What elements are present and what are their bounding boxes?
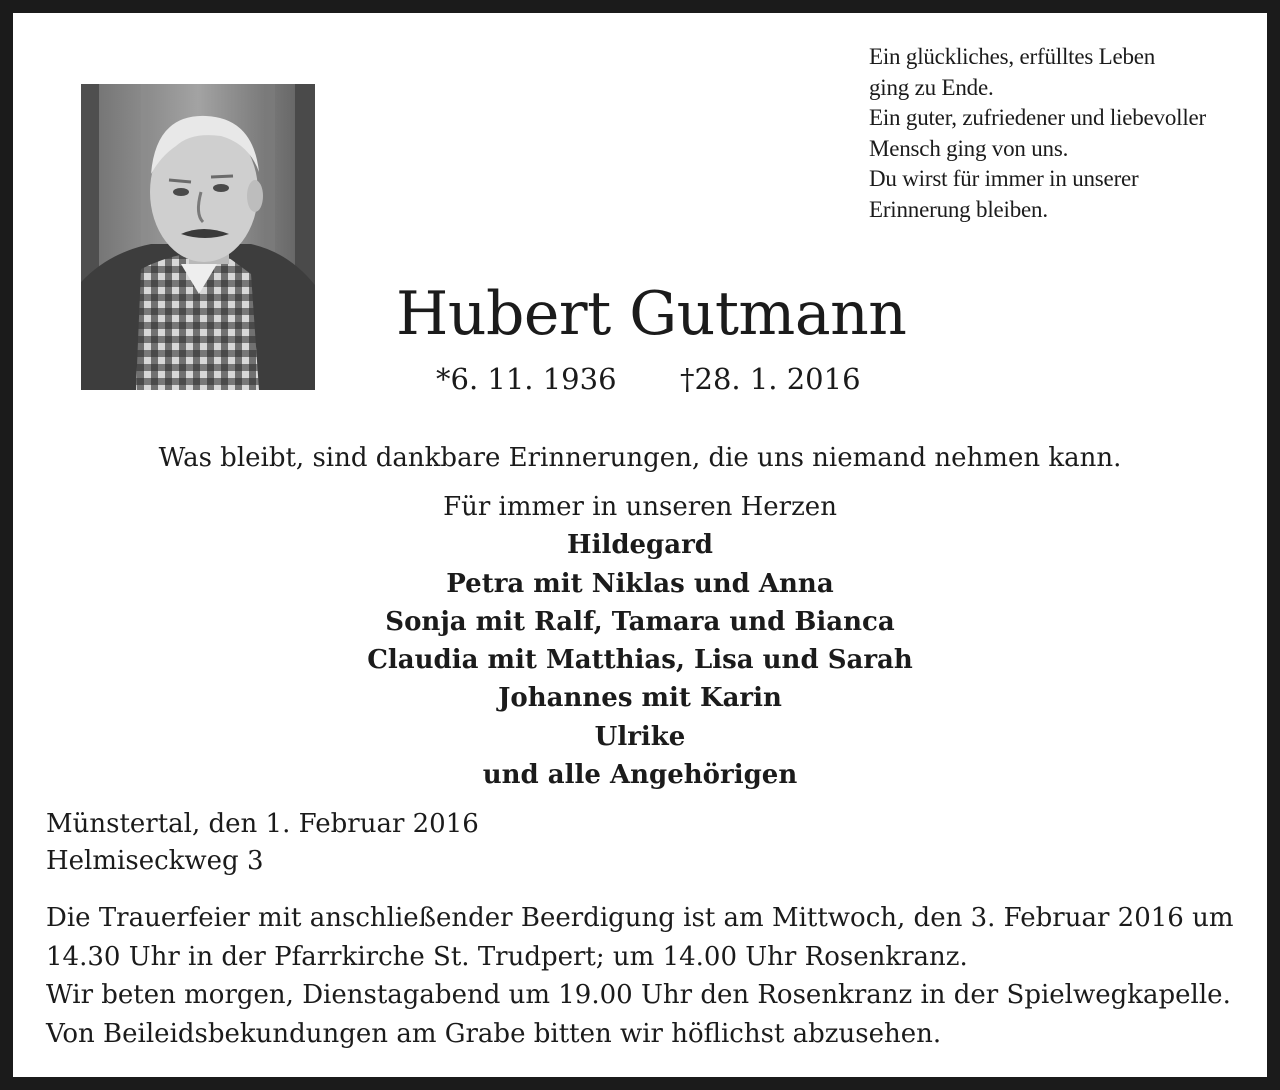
notice-line: Die Trauerfeier mit anschließender Beerdigung ist am Mittwoch, den 3. Februar 2016 um: [46, 903, 1234, 933]
poem-line: Ein guter, zufriedener und liebevoller: [869, 105, 1206, 130]
poem: [869, 42, 1259, 225]
poem-line: Du wirst für immer in unserer: [869, 166, 1139, 191]
poem-line: ging zu Ende.: [869, 74, 994, 100]
family-member: Claudia mit Matthias, Lisa und Sarah: [367, 645, 913, 676]
memorial-quote: Was bleibt, sind dankbare Erinnerungen, die uns niemand nehmen kann.: [158, 443, 1122, 473]
birth-date: *6. 11. 1936: [436, 362, 617, 396]
obituary-card: [13, 13, 1267, 1077]
family-list: [13, 488, 1267, 794]
city-date: Münstertal, den 1. Februar 2016: [46, 809, 479, 839]
family-member: Hildegard: [567, 530, 713, 561]
portrait-image: [81, 84, 315, 390]
death-date: †28. 1. 2016: [680, 362, 861, 396]
portrait-photo: [81, 84, 315, 390]
poem-line: Mensch ging von uns.: [869, 135, 1069, 161]
notice-line: Wir beten morgen, Dienstagabend um 19.00 Uhr den Rosenkranz in der Spielwegkapelle.: [46, 980, 1231, 1010]
family-member: und alle Angehörigen: [482, 760, 798, 791]
family-member: Johannes mit Karin: [498, 683, 782, 714]
street-address: Helmiseckweg 3: [46, 846, 264, 876]
funeral-notice: [46, 899, 1236, 1053]
family-member: Petra mit Niklas und Anna: [446, 568, 834, 599]
family-member: Ulrike: [594, 721, 686, 752]
place-and-date: [46, 806, 479, 880]
family-intro: Für immer in unseren Herzen: [443, 492, 837, 522]
poem-line: Erinnerung bleiben.: [869, 196, 1048, 222]
poem-line: Ein glückliches, erfülltes Leben: [869, 44, 1156, 69]
deceased-name: Hubert Gutmann: [396, 279, 907, 349]
notice-line: Von Beileidsbekundungen am Grabe bitten wir höflichst abzusehen.: [46, 1018, 942, 1049]
notice-line: 14.30 Uhr in der Pfarrkirche St. Trudpert; um 14.00 Uhr Rosenkranz.: [46, 941, 968, 972]
family-member: Sonja mit Ralf, Tamara und Bianca: [385, 606, 895, 637]
